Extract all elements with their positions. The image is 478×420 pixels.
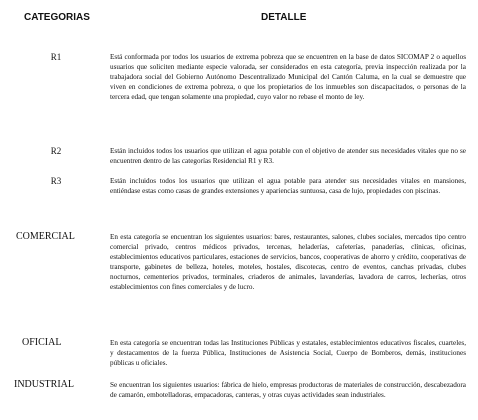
header-categorias: CATEGORIAS [24,12,90,23]
category-detail: En esta categoría se encuentran todas las Instituciones Públicas y estatales, establecimientos educativos fiscales, cuarteles, y destacamentos de la fuerza Pública, Instituciones de Asistencia Social, Cuerpo de Bomberos, demás, instituciones públicas u oficiales. [110,339,466,368]
category-label: COMERCIAL [16,231,75,242]
category-detail: Se encuentran los siguientes usuarios: fábrica de hielo, empresas productoras de materiales de construcción, descabezadora de camarón, embotelladoras, empacadoras, canteras, y otras cuyas actividades sean industriales. [110,381,466,400]
category-label: R3 [50,176,62,186]
category-label: R2 [50,146,62,156]
category-label: R1 [50,52,62,62]
category-detail: Están incluidos todos los usuarios que utilizan el agua potable con el objetivo de atender sus necesidades vitales que no se encuentren dentro de las categorías Residencial R1 y R3. [110,147,466,166]
category-detail: Está conformada por todos los usuarios de extrema pobreza que se encuentren en la base de datos SICOMAP 2 o aquellos usuarios que soliciten mediante especie valorada, ser considerados en esta categoría, previa inspección realizada por la trabajadora social del Gobierno Autónomo Descentralizado Municipal del Cantón Caluma, en la cual se demuestre que viven en condiciones de extrema pobreza, o que los propietarios de los inmuebles son discapacitados, o personas de la tercera edad, que tengan solamente una propiedad, cuyo valor no rebase el monto de ley. [110,53,466,102]
category-detail: Están incluidos todos los usuarios que utilizan el agua potable para atender sus necesidades vitales en mansiones, entiéndase estas como casas de grandes extensiones y apariencias suntuosa, casa de lujo, propiedades con piscinas. [110,177,466,196]
category-label: OFICIAL [22,337,62,348]
header-detalle: DETALLE [261,12,307,23]
category-label: INDUSTRIAL [14,379,74,390]
category-detail: En esta categoría se encuentran los siguientes usuarios: bares, restaurantes, salones, clubes sociales, mercados tipo centro comercial privado, centros médicos privados, tercenas, heladerías, cafeterías, panaderías, clínicas, oficinas, establecimientos educativos particulares, estaciones de servicios, bancos, cooperativas de ahorro y crédito, cooperativas de transporte, gabinetes de belleza, hoteles, moteles, hostales, discotecas, centro de eventos, canchas privadas, clubes nocturnos, cementerios privados, terminales, criaderos de animales, lavanderías, lavadora de carros, lecherías, otros establecimientos con fines comerciales y de lucro. [110,233,466,292]
